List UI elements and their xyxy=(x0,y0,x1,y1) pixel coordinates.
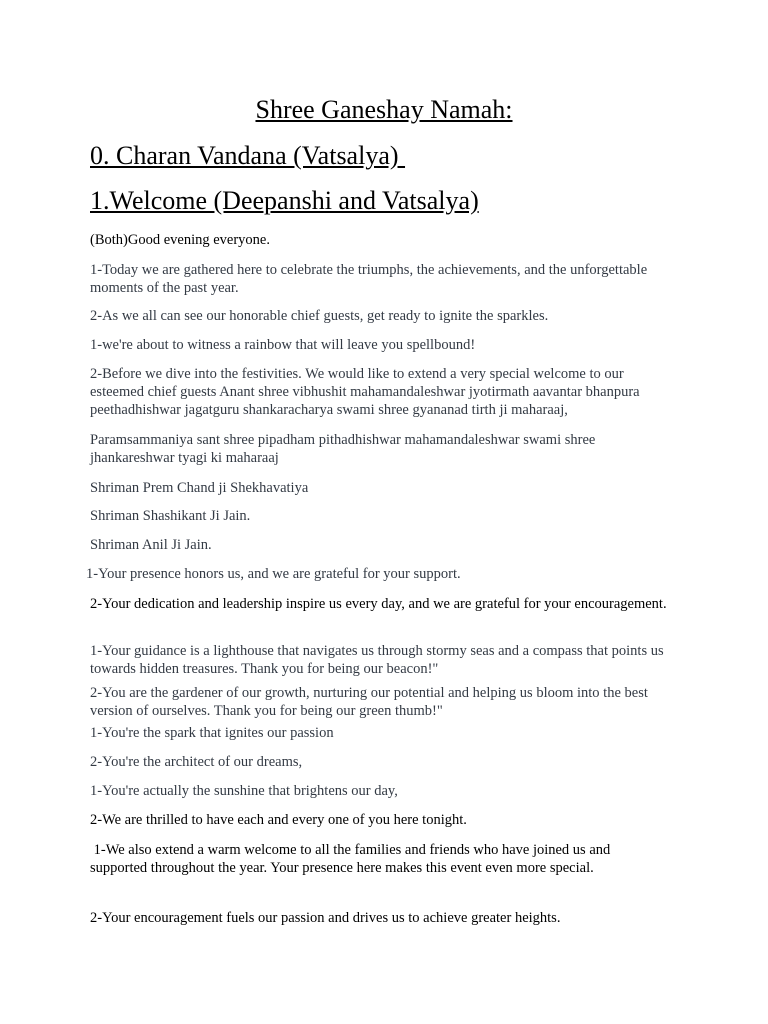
heading-welcome: 1.Welcome (Deepanshi and Vatsalya) xyxy=(90,186,479,215)
paragraph-15: 2-You're the architect of our dreams, xyxy=(90,754,303,770)
paragraph-1: (Both)Good evening everyone. xyxy=(90,232,270,248)
heading-charan-vandana: 0. Charan Vandana (Vatsalya) xyxy=(90,141,406,170)
paragraph-11: 2-Your dedication and leadership inspire us every day, and we are grateful for your encouragement. xyxy=(90,596,667,612)
page-title: Shree Ganeshay Namah: xyxy=(255,95,513,124)
paragraph-12: 1-Your guidance is a lighthouse that navigates us through stormy seas and a compass that points us towards hidden treasures. Thank you for being our beacon!" xyxy=(90,643,664,677)
paragraph-13: 2-You are the gardener of our growth, nurturing our potential and helping us bloom into the best version of ourselves. Thank you for being our green thumb!" xyxy=(90,685,648,719)
paragraph-16: 1-You're actually the sunshine that brightens our day, xyxy=(90,783,398,799)
paragraph-9: Shriman Anil Ji Jain. xyxy=(90,537,212,553)
paragraph-6: Paramsammaniya sant shree pipadham pithadhishwar mahamandaleshwar swami shree jhankareshwar tyagi ki maharaaj xyxy=(90,432,596,466)
paragraph-19: 2-Your encouragement fuels our passion and drives us to achieve greater heights. xyxy=(90,910,561,926)
paragraph-7: Shriman Prem Chand ji Shekhavatiya xyxy=(90,480,309,496)
paragraph-17: 2-We are thrilled to have each and every one of you here tonight. xyxy=(90,812,467,828)
paragraph-4: 1-we're about to witness a rainbow that will leave you spellbound! xyxy=(90,337,476,353)
paragraph-10: 1-Your presence honors us, and we are grateful for your support. xyxy=(86,566,461,582)
paragraph-3: 2-As we all can see our honorable chief guests, get ready to ignite the sparkles. xyxy=(90,308,549,324)
paragraph-5: 2-Before we dive into the festivities. We would like to extend a very special welcome to our esteemed chief guests Anant shree vibhushit mahamandaleshwar jyotirmath aavantar bhanpura peethadhishwar jagatguru shankaracharya swami shree gyananad tirth ji maharaaj, xyxy=(90,366,640,418)
paragraph-14: 1-You're the spark that ignites our passion xyxy=(90,725,334,741)
paragraph-8: Shriman Shashikant Ji Jain. xyxy=(90,508,251,524)
paragraph-2: 1-Today we are gathered here to celebrate the triumphs, the achievements, and the unforgettable moments of the past year. xyxy=(90,262,648,296)
paragraph-18: 1-We also extend a warm welcome to all the families and friends who have joined us and supported throughout the year. Your presence here makes this event even more special. xyxy=(90,842,614,876)
